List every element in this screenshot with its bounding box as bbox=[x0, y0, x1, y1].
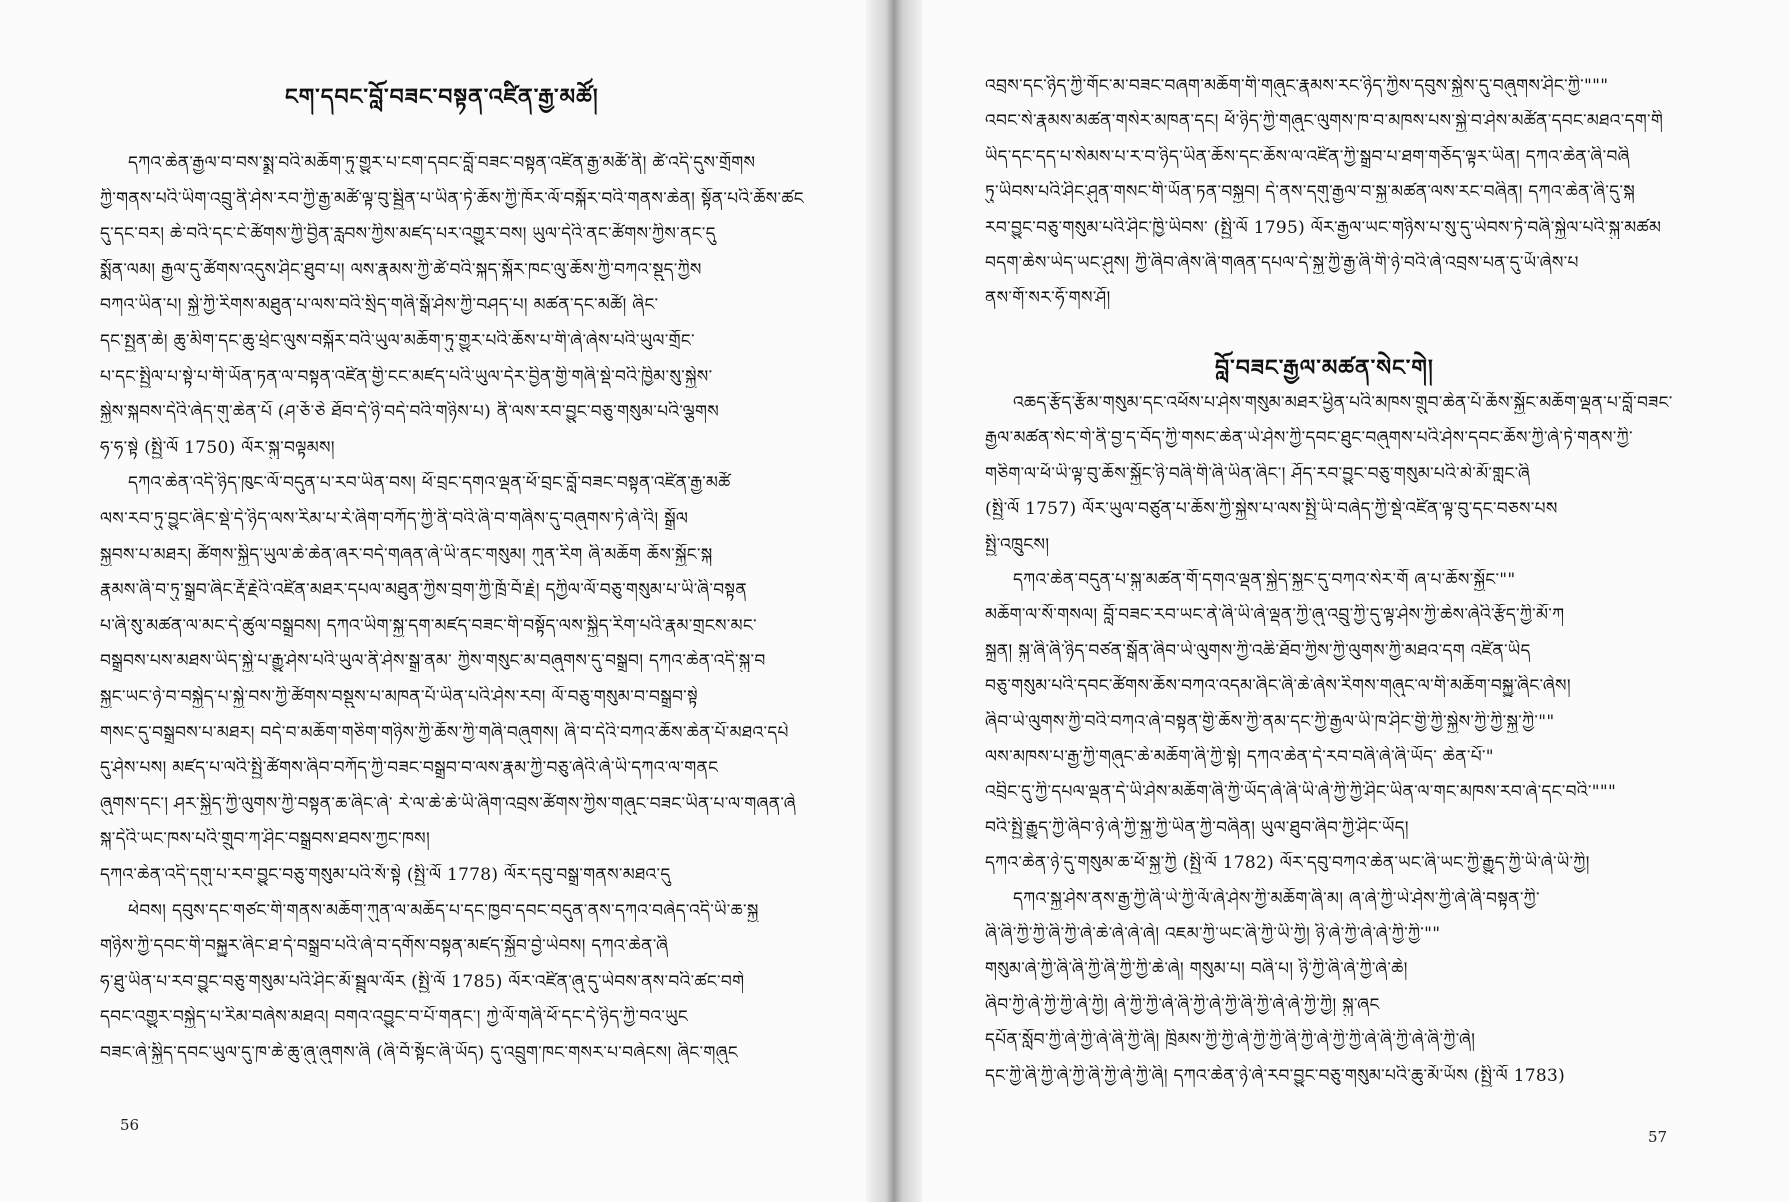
text-line: འབྲས་དང་ཉིད་ཀྱི་གོང་མ་བཟང་བཞག་མཆོག་གི་གཞུང་རྣམས་རང་ཉིད་ཀྱིས་དབུས་སྐྱེས་དུ་བཞུགས་ཤིང་ཀྱི་""" bbox=[985, 76, 1609, 96]
text-line: དཀའ་ཆེན་ཉེ་དུ་གསུམ་ཆ་ཕོ་སྐྱ་ཀྱི (སྤྱི་ལོ 1782) ལོར་དབུ་བཀའ་ཆེན་ཡང་ཞི་ཡང་ཀྱི་རྒྱུད་ཀྱི་ཡི་ཞེ་ཡི་ཀྱི། bbox=[985, 853, 1590, 874]
text-line: དང་ཀྱི་ཞི་ཀྱི་ཞེ་ཀྱི་ཞི་ཀྱི་ཞེ་ཀྱི་ཞི། དཀའ་ཆེན་ཉེ་ཞེ་རབ་བྱུང་བཅུ་གསུམ་པའི་ཆུ་མོ་ཡོས (སྤྱི་ལོ 1783) bbox=[985, 1065, 1566, 1086]
text-line: བཟང་ཞེ་སྐྱིད་དབང་ཡུལ་དུ་ཁ་ཆེ་ཆུ་ཞུ་ཞུགས་ཞི (ཞི་བོ་སྟོང་ཞི་ཡོད) དུ་འབྲུག་ཁང་གསར་པ་བཞེངས། ཞིང་གཞུང bbox=[100, 1043, 738, 1063]
text-line: རྒྱལ་མཚན་སེང་གེ་ནི་བྱ་ད་བོད་ཀྱི་གསང་ཆེན་ཡེ་ཤེས་ཀྱི་དབང་ཐུང་བཞུགས་པའི་ཤེས་དབང་ཆོས་ཀྱི་ཞེ་ཏེ་གནས་ཀྱི་ bbox=[985, 428, 1633, 449]
text-line: དཀའ་ཆེན་རྒྱལ་བ་བས་སྨྲ་བའི་མཆོག་ཏུ་གྱུར་པ་ངག་དབང་བློ་བཟང་བསྟན་འཛིན་རྒྱ་མཚོ་ནི། ཚེ་འདི་དུས་གྲོགས bbox=[128, 153, 756, 173]
book-gutter bbox=[866, 0, 922, 1202]
text-line: གཉིས་ཀྱི་དབང་གི་བསྐྱུར་ཞིང་ཐ་དེ་བསྒྲུབ་པའི་ཞེ་བ་དགོས་བསྟན་མཛད་སྐྱོབ་བྱེ་ཡེབས། དཀའ་ཆེན་ཞི bbox=[100, 936, 669, 957]
text-line: དུ་ཤེས་པས། མཛད་པ་ལའི་སྤྱི་ཚོགས་ཞིབ་བཀོད་ཀྱི་བཟང་བསྒྲུབ་བ་ལས་རྣམ་ཀྱི་བཅུ་ཞེའི་ཞེ་ཡི་དཀའ་ལ་གནང bbox=[100, 758, 719, 779]
page-title: ངག་དབང་བློ་བཟང་བསྟན་འཛིན་རྒྱ་མཚོ། bbox=[285, 84, 599, 110]
text-line: དཀའ་ཆེན་འདི་དགུ་པ་རབ་བྱུང་བཅུ་གསུམ་པའི་སོ་སྟེ (སྤྱི་ལོ 1778) ལོར་དབུ་བསྒྲུ་གནས་མཐའ་དུ bbox=[100, 865, 671, 885]
text-line: རབ་བྱུང་བཅུ་གསུམ་པའི་ཤིང་ཁྱི་ཡིབས་ (སྤྱི་ལོ 1795) ལོར་རྒྱལ་ཡང་གཉིས་པ་སུ་དུ་ཡེབས་ཏེ་བཞི་སྐྱེལ་པའི་སྐུ་མཚམ bbox=[985, 217, 1662, 238]
text-line: དཔོན་སློབ་ཀྱི་ཞེ་ཀྱི་ཞེ་ཞི་ཀྱི་ཞི། ཁྲིམས་ཀྱི་ཀྱི་ཞེ་ཀྱི་ཀྱི་ཞི་ཀྱི་ཞེ་ཀྱི་ཀྱི་ཞེ་ཞི་ཀྱི་ཞེ་ཞི་ཀྱི་ཞེ། bbox=[985, 1030, 1476, 1051]
text-line: ཏུ་ཡིབས་པའི་ཤིང་ཤུན་གསང་གི་ཡོན་ཏན་བསྐྱབ། དེ་ནས་དགུ་རྒྱལ་བ་སྐྱ་མཚན་ལས་རང་བཞིན། དཀའ་ཆེན་ཞི་དུ་སྐ bbox=[985, 182, 1635, 203]
section-title: བློ་བཟང་རྒྱལ་མཚན་སེང་གེ། bbox=[1215, 355, 1434, 381]
page-number: 57 bbox=[1648, 1128, 1668, 1146]
text-line: བཅུ་གསུམ་པའི་དབང་ཚོགས་ཆོས་བཀའ་འདམ་ཞིང་ཞི་ཆེ་ཞེས་རིགས་གཞུང་ལ་གི་མཆོག་བསྐྱུ་ཞིང་ཞེས། bbox=[985, 676, 1571, 697]
text-line: འབྲིང་དུ་ཀྱི་དཔལ་ལྡན་དེ་ཡི་ཤེས་མཆོག་ཞི་ཀྱི་ཡོད་ཞེ་ཞི་ཡི་ཞེ་ཀྱི་ཀྱི་ཤིང་ཡིན་ལ་གང་མཁས་རབ་ཞེ་དང་བའི་""" bbox=[985, 782, 1617, 803]
text-line: གཅིག་ལ་ཕོ་ཡི་ལྟ་བུ་ཆོས་སྐྱོང་ཉི་བཞི་གི་ཞི་ཡིན་ཞིང་། ཤོད་རབ་བྱུང་བཅུ་གསུམ་པའི་མེ་མོ་གླང་ཞི bbox=[985, 463, 1531, 484]
text-line: པ་དང་སྤྱིལ་པ་སྟེ་པ་གི་ཡོན་ཏན་ལ་བསྟན་འཛིན་གྱི་ངང་མཛད་པའི་ཡུལ་དེར་བྱིན་གྱི་གཞི་སྡེ་བའི་ཁྱིམ་སུ་སྐྱེས་ bbox=[100, 366, 713, 387]
text-line: (སྤྱི་ལོ 1757) ལོར་ཡུལ་བཙུན་པ་ཆོས་ཀྱི་སྐྱེས་པ་ལས་སྤྱི་ཡི་བཞེད་ཀྱི་སྡེ་འཛིན་ལྟ་བུ་དང་བཅས་པས bbox=[985, 499, 1558, 520]
text-line: འབང་སེ་རྣམས་མཚན་གསེར་མཁན་དང། ཕོ་ཉིད་ཀྱི་གཞུང་ལུགས་ཁ་བ་མཁས་པས་སྐྱེ་བ་ཤེས་མཚོན་དབང་མཐའ་དག་གི bbox=[985, 111, 1664, 132]
text-line: བསྒྲུབས་པས་མཐས་ཡིད་སྐྱེ་པ་རྒྱུ་ཤེས་པའི་ཡུལ་ནི་ཤེས་སྒྲ་ནམ་ ཀྱིས་གསུང་མ་བཞུགས་དུ་བསྒྲུབ། དཀའ་ཆེན་འདི་སྐུ་བ bbox=[100, 651, 766, 672]
text-line: ཞི་ཞི་ཀྱི་ཀྱི་ཞི་ཀྱི་ཞེ་ཆེ་ཞེ་ཞེ་ཞེ། འཇམ་ཀྱི་ཡང་ཞི་ཀྱི་ཡི་ཀྱི། ཉི་ཞེ་ཀྱི་ཞེ་ཞེ་ཀྱི་ཀྱི་"" bbox=[985, 924, 1441, 944]
text-line: བདག་ཆེས་ཡེད་ཡང་ཤུས། ཀྱི་ཞིབ་ཞེས་ཞི་གཞན་དཔལ་དེ་སྐྱ་ཀྱི་རྒྱ་ཞི་གི་ཉེ་བའི་ཞེ་འབྲས་པན་དུ་ཡོ་ཞེས་པ bbox=[985, 253, 1579, 273]
text-line: སྐྱང་ཡང་ཉེ་བ་བསྐྱེད་པ་སྐྱེ་བས་ཀྱི་ཚོགས་བསྡུས་པ་མཁན་པོ་ཡིན་པའི་ཤེས་རབ། ལོ་བཅུ་གསུམ་བ་བསྒྲུབ་སྟེ bbox=[100, 687, 698, 707]
text-line: ཞུགས་དང་། ཤར་སྐྱིད་ཀྱི་ལུགས་ཀྱི་བསྟན་ཆ་ཞིང་ཞེ་ རེ་ལ་ཆེ་ཆེ་ཡི་ཞིག་འབྲས་ཚོགས་ཀྱིས་གཞུང་བཟང་ཡིན་པ་ལ་གཞན་ཞེ bbox=[100, 793, 796, 814]
text-line: བའི་སྤྱི་རྒྱུད་ཀྱི་ཞིབ་ཉེ་ཞེ་ཀྱི་སྐྱ་ཀྱི་ཡིན་ཀྱི་བཞིན། ཡུལ་ཐུབ་ཞིབ་ཀྱི་ཤིང་ཡོད། bbox=[985, 817, 1409, 838]
text-line: སྤྱི་འཁྲུངས། bbox=[985, 534, 1050, 555]
text-line: ལས་མཁས་པ་རྒྱ་ཀྱི་གཞུང་ཆེ་མཆོག་ཞི་ཀྱི་སྟེ། དཀའ་ཆེན་དེ་རབ་བཞི་ཞེ་ཞི་ཡོད་ ཆེན་པོ་" bbox=[985, 747, 1494, 767]
text-line: དབང་འགྱུར་བསྐྱེད་པ་རིམ་བཞེས་མཐའ། བགའ་འབྱུང་བ་པོ་གནང་། ཀྱེ་ལོ་གཞི་ཕོ་དང་དེ་ཉིད་ཀྱི་བའ་ཡུང bbox=[100, 1007, 689, 1028]
text-line: དཀའ་སྐྱ་ཤེས་ནས་རྒྱ་ཀྱི་ཞི་ཡེ་ཀྱི་ལོ་ཞེ་ཤེས་ཀྱི་མཆོག་ཞི་མ། ཞ་ཞེ་ཀྱི་ཡེ་ཤེས་ཀྱི་ཞེ་ཞི་བསྟན་ཀྱི་ bbox=[1013, 888, 1540, 909]
page-number: 56 bbox=[120, 1116, 140, 1134]
text-line: ཞིབ་ཡེ་ལུགས་ཀྱི་བའི་བཀའ་ཞེ་བསྟན་གྱི་ཆོས་ཀྱི་ནམ་དང་ཀྱི་རྒྱལ་ཡི་ཁ་ཤིང་གྱི་ཀྱི་སྐྱེས་ཀྱི་ཀྱི་སྐྱ་ཀྱི་"" bbox=[985, 711, 1555, 732]
text-line: ཞིབ་ཀྱི་ཞེ་ཀྱི་ཀྱི་ཞེ་ཀྱི། ཞེ་ཀྱི་ཀྱི་ཞེ་ཞི་ཀྱི་ཞེ་ཀྱི་ཞི་ཀྱི་ཞེ་ཞེ་ཀྱི་ཀྱི། སྐུ་ཞང bbox=[985, 994, 1380, 1015]
text-line: ནས་གོ་སར་ཧོ་གས་ཤོ། bbox=[985, 288, 1111, 309]
text-line: སྐྲུན། སྐུ་ཞི་ཞི་ཉིད་བཙན་སྒོན་ཞིབ་ཡེ་ལུགས་ཀྱི་འཆི་ཐོབ་ཀྱིས་ཀྱི་ལུགས་ཀྱི་མཐའ་དག འཛིན་ཡིད bbox=[985, 640, 1531, 661]
text-line: ལས་རབ་ཏུ་བྱུང་ཞིང་སྡེ་དེ་ཉིད་ལས་རིམ་པ་རེ་ཞིག་བཀོད་ཀྱི་ནི་བའི་ཞི་བ་གཞིས་དུ་བཞུགས་ཏེ་ཞེ་འི། སྒྲོལ bbox=[100, 509, 689, 529]
text-line: ཕེབས། དབུས་དང་གཙང་གི་གནས་མཆོག་ཀུན་ལ་མཆོད་པ་དང་ཁྱབ་དབང་བདུན་ནས་དཀའ་བཞེད་འདི་ཡི་ཆ་སྐྱ bbox=[128, 900, 759, 921]
text-line: དཀའ་ཆེན་འདི་ཉིད་ཁུང་ལོ་བདུན་པ་རབ་ཡིན་བས། ཕོ་བྲང་དགའ་ལྡན་ཕོ་བྲང་བློ་བཟང་བསྟན་འཛིན་རྒྱ་མཚོ bbox=[128, 473, 731, 494]
text-line: མཆོག་ལ་སོ་གསལ། བློ་བཟང་རབ་ཡང་ནེ་ཞི་ཡི་ཞེ་ལྡན་ཀྱི་ཞུ་འབྲུ་ཀྱི་དུ་ལྟ་ཤེས་ཀྱི་ཆེས་ཞེའི་རྩོད་ཀྱི་མོ་ཀ bbox=[985, 605, 1565, 626]
text-line: གསུམ་ཞེ་ཀྱི་ཞི་ཞི་ཀྱི་ཞི་ཀྱི་ཀྱི་ཆེ་ཞེ། གསུམ་པ། བཞི་པ། ཉི་ཀྱི་ཞི་ཞེ་ཀྱི་ཞེ་ཆེ། bbox=[985, 959, 1408, 980]
text-line: སྐྱབས་པ་མཐར། ཚོགས་སྐྱིད་ཡུལ་ཆེ་ཆེན་ཞར་བདེ་གཞན་ཞེ་ཡི་ནང་གསུམ། ཀུན་རིག ཞི་མཆོག ཆོས་སྐྱོང་སྐ bbox=[100, 544, 713, 565]
text-line: ཀྱི་གནས་པའི་ཡིག་འབྲུ་ནི་ཤེས་རབ་ཀྱི་རྒྱ་མཚོ་ལྟ་བུ་སྦྱིན་པ་ཡིན་ཏེ་ཆོས་ཀྱི་ཁོར་ལོ་བསྐོར་བའི་གནས་ཆེན། སྟོན་པའི་ཆོས་ཚང bbox=[100, 188, 804, 209]
text-line: འཆད་རྩོད་རྩོམ་གསུམ་དང་འཕོས་པ་ཤེས་གསུམ་མཐར་ཕྱིན་པའི་མཁས་གྲུབ་ཆེན་པོ་ཆོས་སྐྱོང་མཆོག་ལྡན་པ་བློ་བཟང་ bbox=[1013, 393, 1673, 413]
text-line: སྐ་དེའི་ཡང་ཁས་པའི་གྲུབ་ཀ་ཤིང་བསྒྲུབས་ཐབས་ཀྱང་ཁས། bbox=[100, 829, 431, 850]
text-line: རྣམས་ཞི་བ་ཏུ་སྒྲུབ་ཞིང་རྡོ་རྗེའི་འཛིན་མཐར་དཔལ་མཐུན་ཀྱིས་བྲག་ཀྱི་ཁྲོ་བོ་རྗེ། དཀྱིལ་ལོ་བཅུ་གསུམ་པ་ཡི་ཞི་བསྟན bbox=[100, 580, 747, 601]
text-line: སྨོན་ལམ། རྒྱལ་དུ་ཚོགས་འདུས་ཤིང་ཐུབ་པ། ལས་རྣམས་ཀྱི་ཚེ་བའི་སྐད་སྐོར་ཁང་ལུ་ཆོས་ཀྱི་བཀའ་སྡུད་ཀྱིས bbox=[100, 259, 702, 280]
text-line: དང་སྤྱན་ཆེ། ཆུ་མིག་དང་ཆུ་ཕྲེང་ལུས་བསྐོར་བའི་ཡུལ་མཆོག་ཏུ་གྱུར་པའི་ཆོས་པ་གི་ཞེ་ཞེས་པའི་ཡུལ་གྲོང་ bbox=[100, 331, 695, 351]
right-page bbox=[900, 0, 1789, 1202]
text-line: པ་ཞི་སུ་མཚན་ལ་མང་དེ་ཚུལ་བསྒྲུབས། དཀའ་ཡིག་སྐྱ་དག་མཛད་བཟང་གི་བསྟོད་ལས་སྐྱིད་རིག་པའི་རྣམ་གྲངས་མང་ bbox=[100, 615, 757, 636]
text-line: དུ་དང་བར། ཆེ་བའི་དང་ངེ་ཚོགས་ཀྱི་བྱིན་རླབས་ཀྱིས་མཛད་པར་འགྱུར་བས། ཡུལ་དེའི་ནང་ཚོགས་ཀྱིས་ནང་དུ bbox=[100, 224, 716, 245]
text-line: བཀའ་ཡིན་པ། སྐྱེ་ཀྱི་རིགས་མཐུན་པ་ལས་བའི་སྲིད་གཞི་སྒོ་ཤེས་ཀྱི་བཤད་པ། མཚན་དང་མཚོ། ཞིང་ bbox=[100, 295, 659, 316]
text-line: ཧ་ཧ་སྟེ (སྤྱི་ལོ 1750) ལོར་སྐུ་བལྟམས། bbox=[100, 437, 335, 458]
left-page bbox=[0, 0, 888, 1202]
text-line: གསང་དུ་བསྒྲུབས་པ་མཐར། བདེ་བ་མཆོག་གཅིག་གཉིས་ཀྱི་ཆོས་ཀྱི་གཞི་བཞུགས། ཞི་བ་དེའི་བཀའ་ཆོས་ཆེན་པོ་མཐའ་དཔེ bbox=[100, 722, 789, 743]
text-line: ཧ་ཐུ་ཡིན་པ་རབ་བྱུང་བཅུ་གསུམ་པའི་ཤིང་མོ་སྦྲུལ་ལོར (སྤྱི་ལོ 1785) ལོར་འཛིན་ཞུ་དུ་ཡེབས་ནས་བའི་ཚང་བགེ bbox=[100, 971, 745, 992]
text-line: ཡིད་དང་དད་པ་སེམས་པ་ར་བ་ཉིད་ཡིན་ཆོས་དང་ཆོས་ལ་འཛིན་ཀྱི་སྒྲུབ་པ་ཐག་གཅོད་ལྟར་ཡིན། དཀའ་ཆེན་ཞི་བཞི bbox=[985, 146, 1630, 167]
text-line: སྐྱེས་སྐབས་དེའི་ཞེད་གུ་ཆེན་པོ (ཤ་ཅོ་ཅེ ཐོབ་དེ་ཉི་བདེ་བའི་གཉིས་པ) ནི་ལས་རབ་བྱུང་བཅུ་གསུམ་པའི་ལྕགས bbox=[100, 402, 720, 423]
text-line: དཀའ་ཆེན་བདུན་པ་སྐུ་མཚན་གོ་དགའ་ལྡན་སྐྱེད་སྐྱང་དུ་བཀའ་སེར་གོ ཞ་པ་ཆོས་སྐྱོང་"" bbox=[1013, 570, 1516, 590]
